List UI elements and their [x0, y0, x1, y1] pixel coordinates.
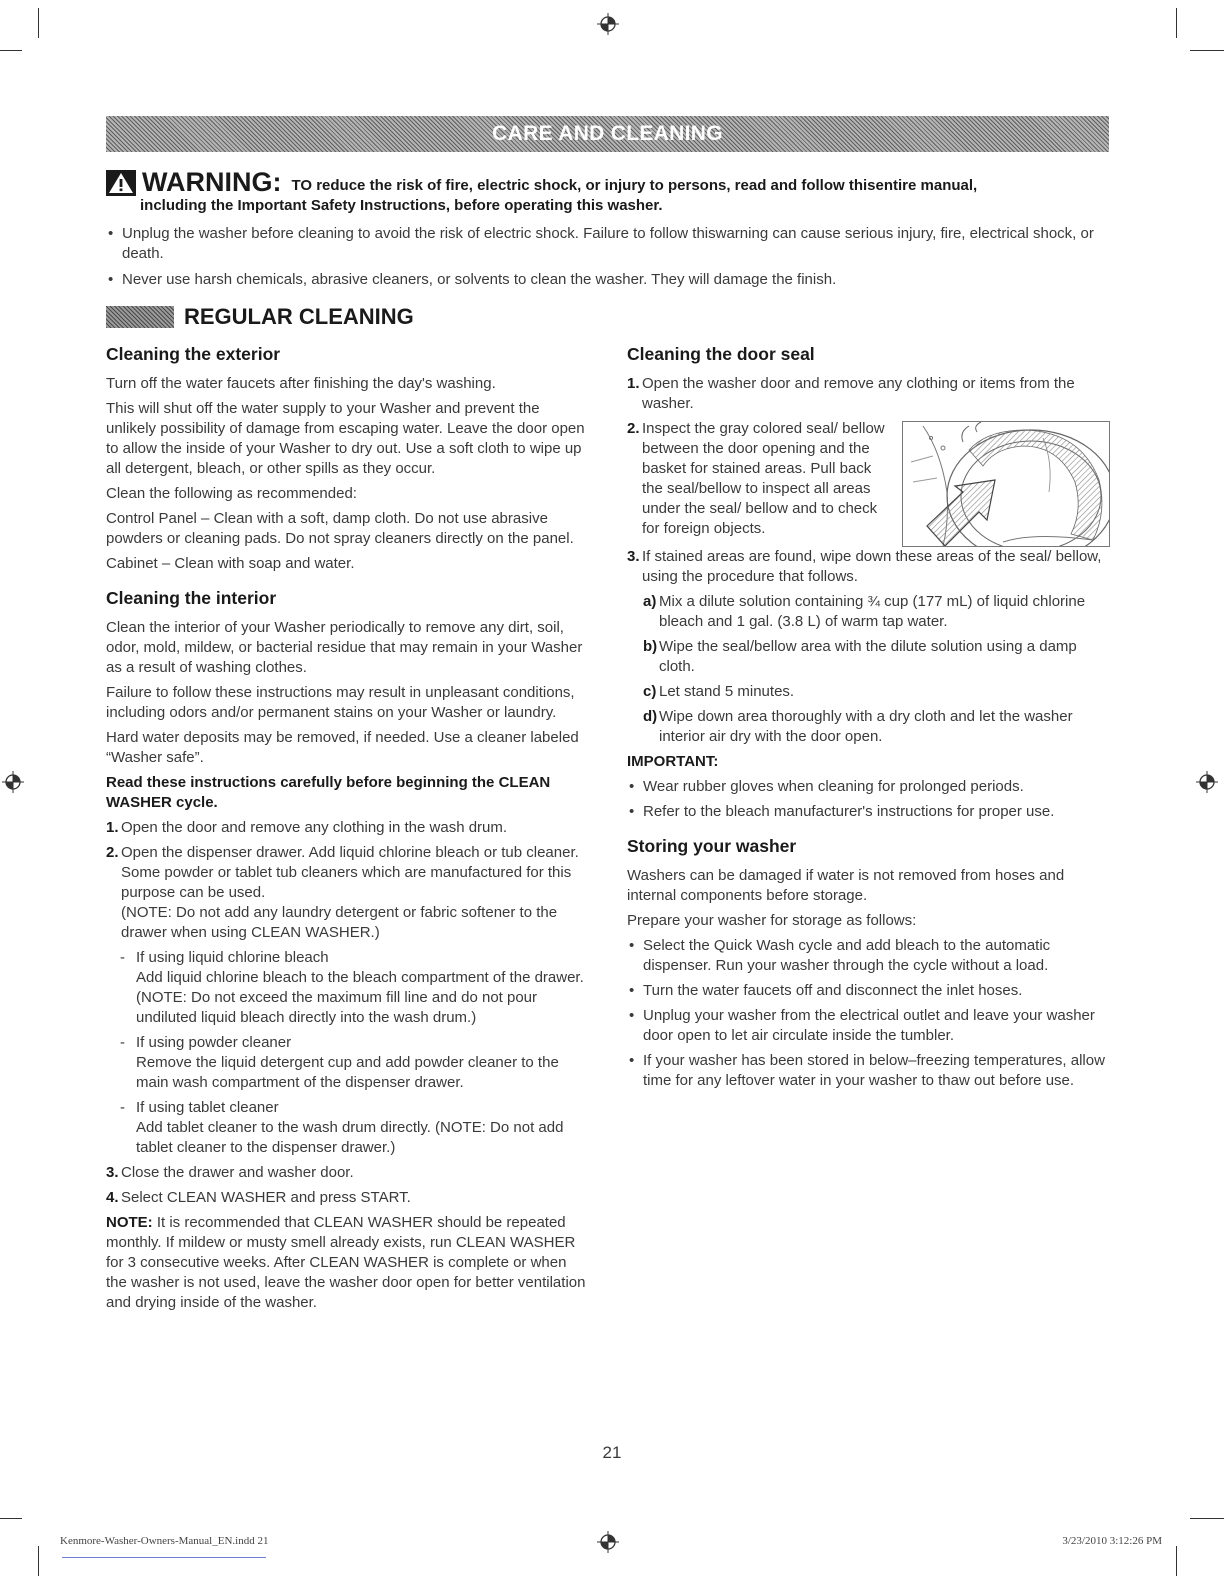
interior-step [106, 1188, 588, 1208]
option-title: If using powder cleaner [136, 1034, 292, 1051]
important-bullets [627, 777, 1110, 822]
step-number: 2. [106, 844, 119, 861]
exterior-paragraph: Control Panel – Clean with a soft, damp cloth. Do not use abrasive powders or cleaning pads. Do not spray cleaners directly on the panel. [106, 510, 574, 547]
warning-bullet: • Never use harsh chemicals, abrasive cleaners, or solvents to clean the washer. They will damage the finish. [106, 270, 1109, 290]
door-seal-substep [643, 637, 1110, 677]
registration-mark-icon [2, 771, 24, 793]
warning-text-line1: TO reduce the risk of fire, electric shock, or injury to persons, read and follow thisentire manual, [291, 177, 978, 194]
step-text-note: (NOTE: Do not add any laundry detergent or fabric softener to the drawer when using CLEAN WASHER.) [121, 904, 558, 941]
substep-text: Wipe the seal/bellow area with the dilute solution using a damp cloth. [659, 638, 1077, 675]
important-label: IMPORTANT: [627, 753, 719, 770]
footer-underline [62, 1557, 266, 1558]
cleaner-option [120, 948, 588, 1028]
exterior-paragraph: Turn off the water faucets after finishing the day's washing. [106, 375, 496, 392]
footer-timestamp: 3/23/2010 3:12:26 PM [1062, 1535, 1162, 1547]
dash-marker: - [120, 949, 125, 966]
step-number: 1. [627, 375, 640, 392]
crop-mark [1176, 8, 1177, 38]
option-body: Add tablet cleaner to the wash drum directly. (NOTE: Do not add tablet cleaner to the dispenser drawer.) [136, 1119, 564, 1156]
step-number: 2. [627, 420, 640, 437]
substep-text: Let stand 5 minutes. [659, 683, 795, 700]
substep-text: Mix a dilute solution containing ¾ cup (177 mL) of liquid chlorine bleach and 1 gal. (3.8 L) of warm tap water. [659, 593, 1086, 630]
crop-mark [1176, 1546, 1177, 1576]
door-seal-step-with-figure [627, 419, 1110, 547]
substep-letter: d) [643, 708, 658, 725]
step-text-extra: Some powder or tablet tub cleaners which are manufactured for this purpose can be used. [121, 864, 572, 901]
option-body: Remove the liquid detergent cup and add powder cleaner to the main wash compartment of the dispenser drawer. [136, 1054, 559, 1091]
footer-file-name: Kenmore-Washer-Owners-Manual_EN.indd 21 [60, 1535, 269, 1547]
step-text: If stained areas are found, wipe down these areas of the seal/ bellow, using the procedure that follows. [642, 548, 1102, 585]
warning-block [106, 168, 1109, 296]
step-text: Select CLEAN WASHER and press START. [121, 1189, 411, 1206]
dash-marker: - [120, 1099, 125, 1116]
interior-step [106, 843, 588, 943]
storing-bullet: • Select the Quick Wash cycle and add bleach to the automatic dispenser. Run your washer through the cycle without a load. [627, 936, 1110, 976]
option-title: If using tablet cleaner [136, 1099, 279, 1116]
crop-mark [38, 8, 39, 38]
left-column [106, 342, 588, 1318]
crop-mark [1190, 1518, 1224, 1519]
substep-letter: b) [643, 638, 658, 655]
crop-mark [38, 1546, 39, 1576]
storing-bullets [627, 936, 1110, 1091]
storing-bullet: • Turn the water faucets off and disconnect the inlet hoses. [627, 981, 1110, 1001]
cleaner-option [120, 1098, 588, 1158]
exterior-paragraph: This will shut off the water supply to your Washer and prevent the unlikely possibility of damage from escaping water. Leave the door open to allow the inside of your Washer to dry out. Use a soft cloth to wipe up all detergent, bleach, or other spills as they occur. [106, 400, 585, 477]
warning-bullets [106, 224, 1109, 290]
interior-bold-intro: Read these instructions carefully before beginning the CLEAN WASHER cycle. [106, 774, 551, 811]
door-seal-substep [643, 707, 1110, 747]
substep-text: Wipe down area thoroughly with a dry cloth and let the washer interior air dry with the door open. [659, 708, 1073, 745]
warning-text-line2: including the Important Safety Instructions, before operating this washer. [140, 197, 663, 214]
step-text: Close the drawer and washer door. [121, 1164, 354, 1181]
door-seal-substep [643, 682, 1110, 702]
cleaner-option [120, 1033, 588, 1093]
door-seal-heading: Cleaning the door seal [627, 344, 815, 364]
door-seal-step [627, 547, 1110, 587]
step-number: 3. [106, 1164, 119, 1181]
note-label: NOTE: [106, 1214, 153, 1231]
warning-label: WARNING: [142, 167, 282, 197]
registration-mark-icon [597, 1531, 619, 1553]
exterior-paragraph: Cabinet – Clean with soap and water. [106, 555, 355, 572]
crop-mark [1190, 50, 1224, 51]
registration-mark-icon [1196, 771, 1218, 793]
care-and-cleaning-banner [106, 116, 1109, 152]
regular-cleaning-heading [106, 304, 414, 330]
important-bullet: • Wear rubber gloves when cleaning for prolonged periods. [627, 777, 1110, 797]
interior-step [106, 818, 588, 838]
door-seal-step [627, 419, 887, 542]
door-seal-step [627, 374, 1110, 414]
exterior-paragraph: Clean the following as recommended: [106, 485, 357, 502]
dash-marker: - [120, 1034, 125, 1051]
option-body: Add liquid chlorine bleach to the bleach compartment of the drawer.(NOTE: Do not exceed the maximum fill line and do not pour undiluted liquid bleach directly into the wash drum.) [136, 969, 584, 1026]
step-number: 3. [627, 548, 640, 565]
warning-bullet: • Unplug the washer before cleaning to avoid the risk of electric shock. Failure to follow thiswarning can cause serious injury, fire, electrical shock, or death. [106, 224, 1109, 264]
interior-heading: Cleaning the interior [106, 588, 277, 608]
option-title: If using liquid chlorine bleach [136, 949, 329, 966]
warning-triangle-icon [106, 170, 136, 196]
storing-bullet: • If your washer has been stored in below–freezing temperatures, allow time for any leftover water in your washer to thaw out before use. [627, 1051, 1110, 1091]
interior-paragraph: Hard water deposits may be removed, if needed. Use a cleaner labeled “Washer safe”. [106, 729, 579, 766]
storing-bullet: • Unplug your washer from the electrical outlet and leave your washer door open to let air circulate inside the tumbler. [627, 1006, 1110, 1046]
section-marker [106, 306, 174, 328]
storing-heading: Storing your washer [627, 836, 797, 856]
door-seal-substep [643, 592, 1110, 632]
interior-step [106, 1163, 588, 1183]
note-text: It is recommended that CLEAN WASHER should be repeated monthly. If mildew or musty smell already exists, run CLEAN WASHER for 3 consecutive weeks. After CLEAN WASHER is complete or when the washer is not used, leave the washer door open for better ventilation and drying inside of the washer. [106, 1214, 586, 1311]
right-column [627, 342, 1110, 1096]
step-number: 4. [106, 1189, 119, 1206]
crop-mark [0, 1518, 22, 1519]
clean-washer-note [106, 1213, 588, 1313]
interior-paragraph: Clean the interior of your Washer periodically to remove any dirt, soil, odor, mold, mildew, or bacterial residue that may remain in your Washer as a result of washing clothes. [106, 619, 583, 676]
crop-mark [0, 50, 22, 51]
step-text: Open the door and remove any clothing in the wash drum. [121, 819, 508, 836]
important-bullet: • Refer to the bleach manufacturer's instructions for proper use. [627, 802, 1110, 822]
interior-paragraph: Failure to follow these instructions may result in unpleasant conditions, including odors and/or permanent stains on your Washer or laundry. [106, 684, 575, 721]
substep-letter: c) [643, 683, 657, 700]
step-text: Inspect the gray colored seal/ bellow between the door opening and the basket for stained areas. Pull back the seal/bellow to inspect all areas under the seal/ bellow and to check for foreign objects. [642, 420, 885, 537]
substep-letter: a) [643, 593, 657, 610]
step-text-main: Open the dispenser drawer. Add liquid chlorine bleach or tub cleaner. [121, 844, 579, 861]
registration-mark-icon [597, 13, 619, 35]
step-number: 1. [106, 819, 119, 836]
section-title: REGULAR CLEANING [184, 304, 414, 329]
storing-paragraph: Prepare your washer for storage as follows: [627, 912, 917, 929]
step-text [121, 843, 588, 943]
door-seal-illustration [902, 421, 1110, 547]
page-number: 21 [602, 1443, 622, 1462]
step-text: Open the washer door and remove any clothing or items from the washer. [642, 375, 1075, 412]
banner-title: CARE AND CLEANING [492, 122, 723, 145]
exterior-heading: Cleaning the exterior [106, 344, 281, 364]
storing-paragraph: Washers can be damaged if water is not removed from hoses and internal components before storage. [627, 867, 1065, 904]
